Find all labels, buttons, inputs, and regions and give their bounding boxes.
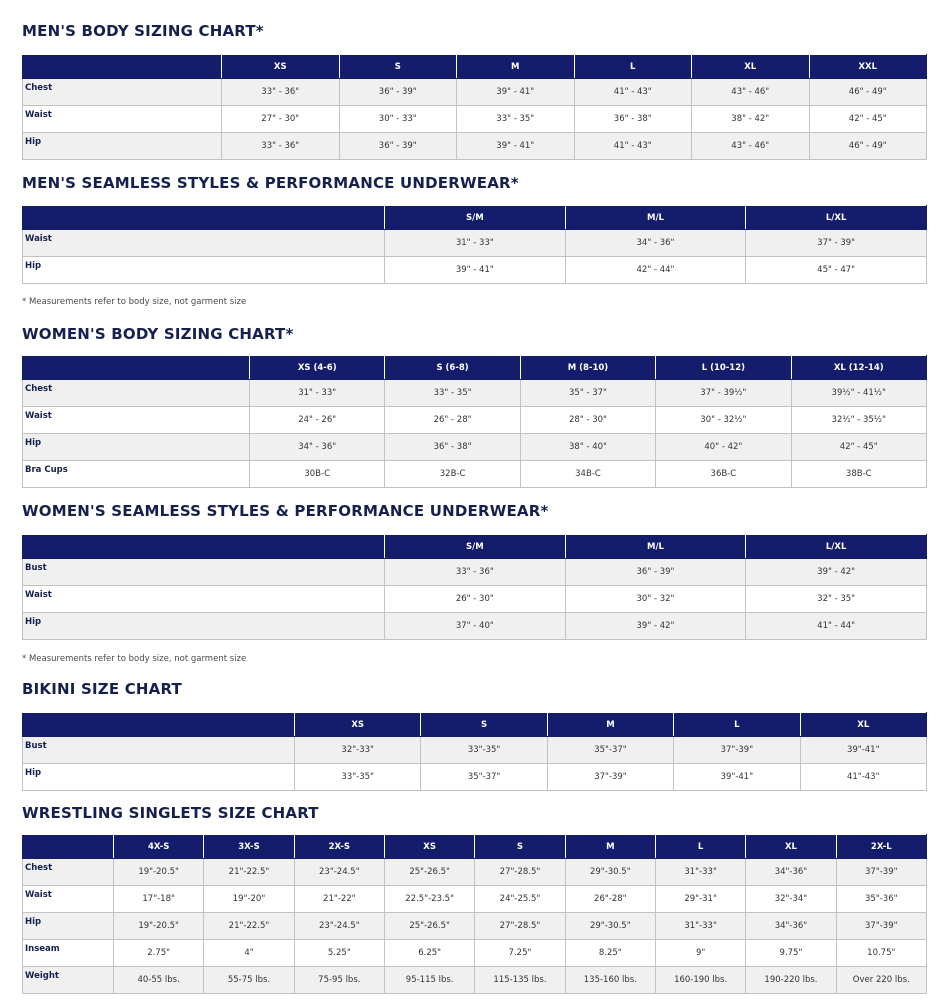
size-table	[22, 834, 927, 994]
measurement-cell: 37" - 40"	[385, 613, 566, 640]
table-row	[23, 859, 927, 886]
measurement-cell: 40" - 42"	[656, 434, 791, 461]
measurement-cell: 39" - 41"	[385, 257, 566, 284]
table-row	[23, 434, 927, 461]
measurement-cell: 36" - 39"	[339, 133, 457, 160]
measurement-cell: 31" - 33"	[250, 380, 385, 407]
measurement-cell: 30B-C	[250, 461, 385, 488]
table-row	[23, 257, 927, 284]
size-header-xs: XS	[222, 55, 340, 79]
size-header-m: M	[457, 55, 575, 79]
measurement-cell: 7.25"	[475, 940, 565, 967]
measurement-cell: 37"-39"	[674, 737, 800, 764]
measurement-cell: 17"-18"	[114, 886, 204, 913]
row-label-hip: Hip	[23, 133, 222, 160]
measurement-cell: 95-115 lbs.	[384, 967, 474, 994]
header-corner-cell	[23, 535, 385, 559]
measurement-cell: 46" - 49"	[809, 133, 927, 160]
measurement-cell: 29"-30.5"	[565, 913, 655, 940]
measurement-cell: 37" - 39"	[746, 230, 927, 257]
row-label-hip: Hip	[23, 613, 385, 640]
row-label-waist: Waist	[23, 106, 222, 133]
section-title: WRESTLING SINGLETS SIZE CHART	[22, 804, 319, 822]
measurement-cell: 39" - 42"	[746, 559, 927, 586]
measurement-cell: 38" - 42"	[692, 106, 810, 133]
measurement-cell: 21"-22.5"	[204, 859, 294, 886]
measurement-cell: Over 220 lbs.	[836, 967, 926, 994]
measurement-cell: 34" - 36"	[250, 434, 385, 461]
measurement-cell: 39" - 41"	[457, 133, 575, 160]
measurement-cell: 43" - 46"	[692, 79, 810, 106]
measurement-cell: 31"-33"	[655, 859, 745, 886]
measurement-cell: 33" - 36"	[222, 133, 340, 160]
size-header-l-xl: L/XL	[746, 535, 927, 559]
row-label-bust: Bust	[23, 737, 295, 764]
measurement-cell: 27"-28.5"	[475, 859, 565, 886]
measurement-note: * Measurements refer to body size, not garment size	[22, 297, 247, 307]
measurement-cell: 28" - 30"	[520, 407, 655, 434]
row-label-hip: Hip	[23, 913, 114, 940]
section-title: MEN'S SEAMLESS STYLES & PERFORMANCE UNDERWEAR*	[22, 174, 519, 192]
row-label-waist: Waist	[23, 407, 250, 434]
measurement-cell: 21"-22.5"	[204, 913, 294, 940]
size-header-2x-l: 2X-L	[836, 835, 926, 859]
table-row	[23, 79, 927, 106]
measurement-cell: 33"-35"	[295, 764, 421, 791]
table-row	[23, 913, 927, 940]
section-title: MEN'S BODY SIZING CHART*	[22, 22, 264, 40]
header-corner-cell	[23, 206, 385, 230]
measurement-cell: 37"-39"	[836, 859, 926, 886]
size-table	[22, 534, 927, 640]
measurement-cell: 19"-20"	[204, 886, 294, 913]
section-title: BIKINI SIZE CHART	[22, 680, 182, 698]
row-label-weight: Weight	[23, 967, 114, 994]
size-header-l-10-12: L (10-12)	[656, 356, 791, 380]
measurement-cell: 37" - 39½"	[656, 380, 791, 407]
section-title: WOMEN'S SEAMLESS STYLES & PERFORMANCE UNDERWEAR*	[22, 502, 549, 520]
size-header-xl: XL	[692, 55, 810, 79]
size-header-4x-s: 4X-S	[114, 835, 204, 859]
size-header-m-8-10: M (8-10)	[520, 356, 655, 380]
measurement-cell: 5.25"	[294, 940, 384, 967]
measurement-cell: 31" - 33"	[385, 230, 566, 257]
measurement-cell: 32½" - 35½"	[791, 407, 926, 434]
measurement-cell: 22.5"-23.5"	[384, 886, 474, 913]
measurement-cell: 29"-30.5"	[565, 859, 655, 886]
size-header-xs: XS	[384, 835, 474, 859]
measurement-cell: 34" - 36"	[565, 230, 746, 257]
measurement-cell: 34"-36"	[746, 913, 836, 940]
header-corner-cell	[23, 713, 295, 737]
table-row	[23, 764, 927, 791]
measurement-cell: 29"-31"	[655, 886, 745, 913]
row-label-waist: Waist	[23, 886, 114, 913]
measurement-cell: 32"-33"	[295, 737, 421, 764]
size-header-xl: XL	[800, 713, 926, 737]
header-corner-cell	[23, 356, 250, 380]
size-header-m-l: M/L	[565, 535, 746, 559]
measurement-cell: 42" - 44"	[565, 257, 746, 284]
size-table	[22, 355, 927, 488]
table-row	[23, 737, 927, 764]
row-label-waist: Waist	[23, 230, 385, 257]
measurement-cell: 37"-39"	[547, 764, 673, 791]
size-header-m-l: M/L	[565, 206, 746, 230]
measurement-cell: 55-75 lbs.	[204, 967, 294, 994]
measurement-cell: 30" - 32½"	[656, 407, 791, 434]
measurement-cell: 38" - 40"	[520, 434, 655, 461]
measurement-cell: 41" - 43"	[574, 79, 692, 106]
measurement-cell: 19"-20.5"	[114, 859, 204, 886]
measurement-cell: 10.75"	[836, 940, 926, 967]
measurement-cell: 30" - 33"	[339, 106, 457, 133]
measurement-cell: 39"-41"	[674, 764, 800, 791]
measurement-cell: 46" - 49"	[809, 79, 927, 106]
measurement-cell: 9.75"	[746, 940, 836, 967]
measurement-cell: 9"	[655, 940, 745, 967]
measurement-cell: 19"-20.5"	[114, 913, 204, 940]
size-header-xs: XS	[295, 713, 421, 737]
section-title: WOMEN'S BODY SIZING CHART*	[22, 325, 294, 343]
measurement-cell: 190-220 lbs.	[746, 967, 836, 994]
row-label-chest: Chest	[23, 859, 114, 886]
measurement-cell: 115-135 lbs.	[475, 967, 565, 994]
row-label-hip: Hip	[23, 764, 295, 791]
measurement-cell: 24" - 26"	[250, 407, 385, 434]
table-row	[23, 380, 927, 407]
size-header-xs-4-6: XS (4-6)	[250, 356, 385, 380]
measurement-cell: 26" - 28"	[385, 407, 520, 434]
row-label-chest: Chest	[23, 380, 250, 407]
size-header-l: L	[574, 55, 692, 79]
size-header-xl: XL	[746, 835, 836, 859]
header-row	[23, 356, 927, 380]
measurement-cell: 6.25"	[384, 940, 474, 967]
measurement-cell: 35" - 37"	[520, 380, 655, 407]
measurement-cell: 2.75"	[114, 940, 204, 967]
measurement-cell: 34B-C	[520, 461, 655, 488]
measurement-cell: 35"-37"	[421, 764, 547, 791]
measurement-cell: 24"-25.5"	[475, 886, 565, 913]
measurement-cell: 26" - 30"	[385, 586, 566, 613]
table-row	[23, 613, 927, 640]
header-row	[23, 206, 927, 230]
measurement-cell: 35"-36"	[836, 886, 926, 913]
size-header-l-xl: L/XL	[746, 206, 927, 230]
measurement-cell: 26"-28"	[565, 886, 655, 913]
measurement-cell: 36" - 38"	[385, 434, 520, 461]
measurement-cell: 8.25"	[565, 940, 655, 967]
measurement-cell: 36B-C	[656, 461, 791, 488]
measurement-cell: 4"	[204, 940, 294, 967]
header-corner-cell	[23, 55, 222, 79]
measurement-cell: 32" - 35"	[746, 586, 927, 613]
table-row	[23, 886, 927, 913]
measurement-cell: 30" - 32"	[565, 586, 746, 613]
size-header-m: M	[547, 713, 673, 737]
measurement-cell: 41"-43"	[800, 764, 926, 791]
table-row	[23, 559, 927, 586]
size-header-s-m: S/M	[385, 206, 566, 230]
table-row	[23, 106, 927, 133]
size-header-m: M	[565, 835, 655, 859]
measurement-cell: 39½" - 41½"	[791, 380, 926, 407]
row-label-bra-cups: Bra Cups	[23, 461, 250, 488]
table-row	[23, 461, 927, 488]
measurement-cell: 75-95 lbs.	[294, 967, 384, 994]
measurement-cell: 36" - 39"	[565, 559, 746, 586]
row-label-bust: Bust	[23, 559, 385, 586]
measurement-cell: 33" - 35"	[457, 106, 575, 133]
size-table	[22, 205, 927, 284]
header-corner-cell	[23, 835, 114, 859]
measurement-cell: 27"-28.5"	[475, 913, 565, 940]
size-header-3x-s: 3X-S	[204, 835, 294, 859]
measurement-cell: 33" - 35"	[385, 380, 520, 407]
measurement-cell: 36" - 38"	[574, 106, 692, 133]
measurement-cell: 31"-33"	[655, 913, 745, 940]
row-label-chest: Chest	[23, 79, 222, 106]
size-table	[22, 54, 927, 160]
measurement-cell: 45" - 47"	[746, 257, 927, 284]
measurement-cell: 39" - 42"	[565, 613, 746, 640]
measurement-cell: 33" - 36"	[385, 559, 566, 586]
measurement-cell: 33" - 36"	[222, 79, 340, 106]
measurement-cell: 43" - 46"	[692, 133, 810, 160]
measurement-cell: 42" - 45"	[791, 434, 926, 461]
size-header-s: S	[475, 835, 565, 859]
measurement-cell: 135-160 lbs.	[565, 967, 655, 994]
size-table	[22, 712, 927, 791]
size-header-2x-s: 2X-S	[294, 835, 384, 859]
header-row	[23, 835, 927, 859]
measurement-cell: 38B-C	[791, 461, 926, 488]
size-header-s-m: S/M	[385, 535, 566, 559]
measurement-cell: 39"-41"	[800, 737, 926, 764]
size-header-l: L	[674, 713, 800, 737]
measurement-cell: 32"-34"	[746, 886, 836, 913]
measurement-cell: 34"-36"	[746, 859, 836, 886]
measurement-cell: 23"-24.5"	[294, 859, 384, 886]
measurement-cell: 36" - 39"	[339, 79, 457, 106]
table-row	[23, 967, 927, 994]
measurement-cell: 32B-C	[385, 461, 520, 488]
size-header-s-6-8: S (6-8)	[385, 356, 520, 380]
header-row	[23, 55, 927, 79]
size-header-xxl: XXL	[809, 55, 927, 79]
header-row	[23, 535, 927, 559]
row-label-inseam: Inseam	[23, 940, 114, 967]
measurement-cell: 37"-39"	[836, 913, 926, 940]
table-row	[23, 133, 927, 160]
row-label-hip: Hip	[23, 434, 250, 461]
row-label-hip: Hip	[23, 257, 385, 284]
measurement-cell: 160-190 lbs.	[655, 967, 745, 994]
size-header-l: L	[655, 835, 745, 859]
measurement-cell: 25"-26.5"	[384, 913, 474, 940]
table-row	[23, 586, 927, 613]
size-header-xl-12-14: XL (12-14)	[791, 356, 926, 380]
table-row	[23, 230, 927, 257]
measurement-cell: 21"-22"	[294, 886, 384, 913]
table-row	[23, 407, 927, 434]
measurement-cell: 39" - 41"	[457, 79, 575, 106]
measurement-cell: 42" - 45"	[809, 106, 927, 133]
size-header-s: S	[421, 713, 547, 737]
measurement-note: * Measurements refer to body size, not garment size	[22, 654, 247, 664]
header-row	[23, 713, 927, 737]
measurement-cell: 23"-24.5"	[294, 913, 384, 940]
measurement-cell: 41" - 43"	[574, 133, 692, 160]
measurement-cell: 40-55 lbs.	[114, 967, 204, 994]
measurement-cell: 27" - 30"	[222, 106, 340, 133]
measurement-cell: 25"-26.5"	[384, 859, 474, 886]
measurement-cell: 41" - 44"	[746, 613, 927, 640]
measurement-cell: 33"-35"	[421, 737, 547, 764]
measurement-cell: 35"-37"	[547, 737, 673, 764]
row-label-waist: Waist	[23, 586, 385, 613]
size-header-s: S	[339, 55, 457, 79]
table-row	[23, 940, 927, 967]
